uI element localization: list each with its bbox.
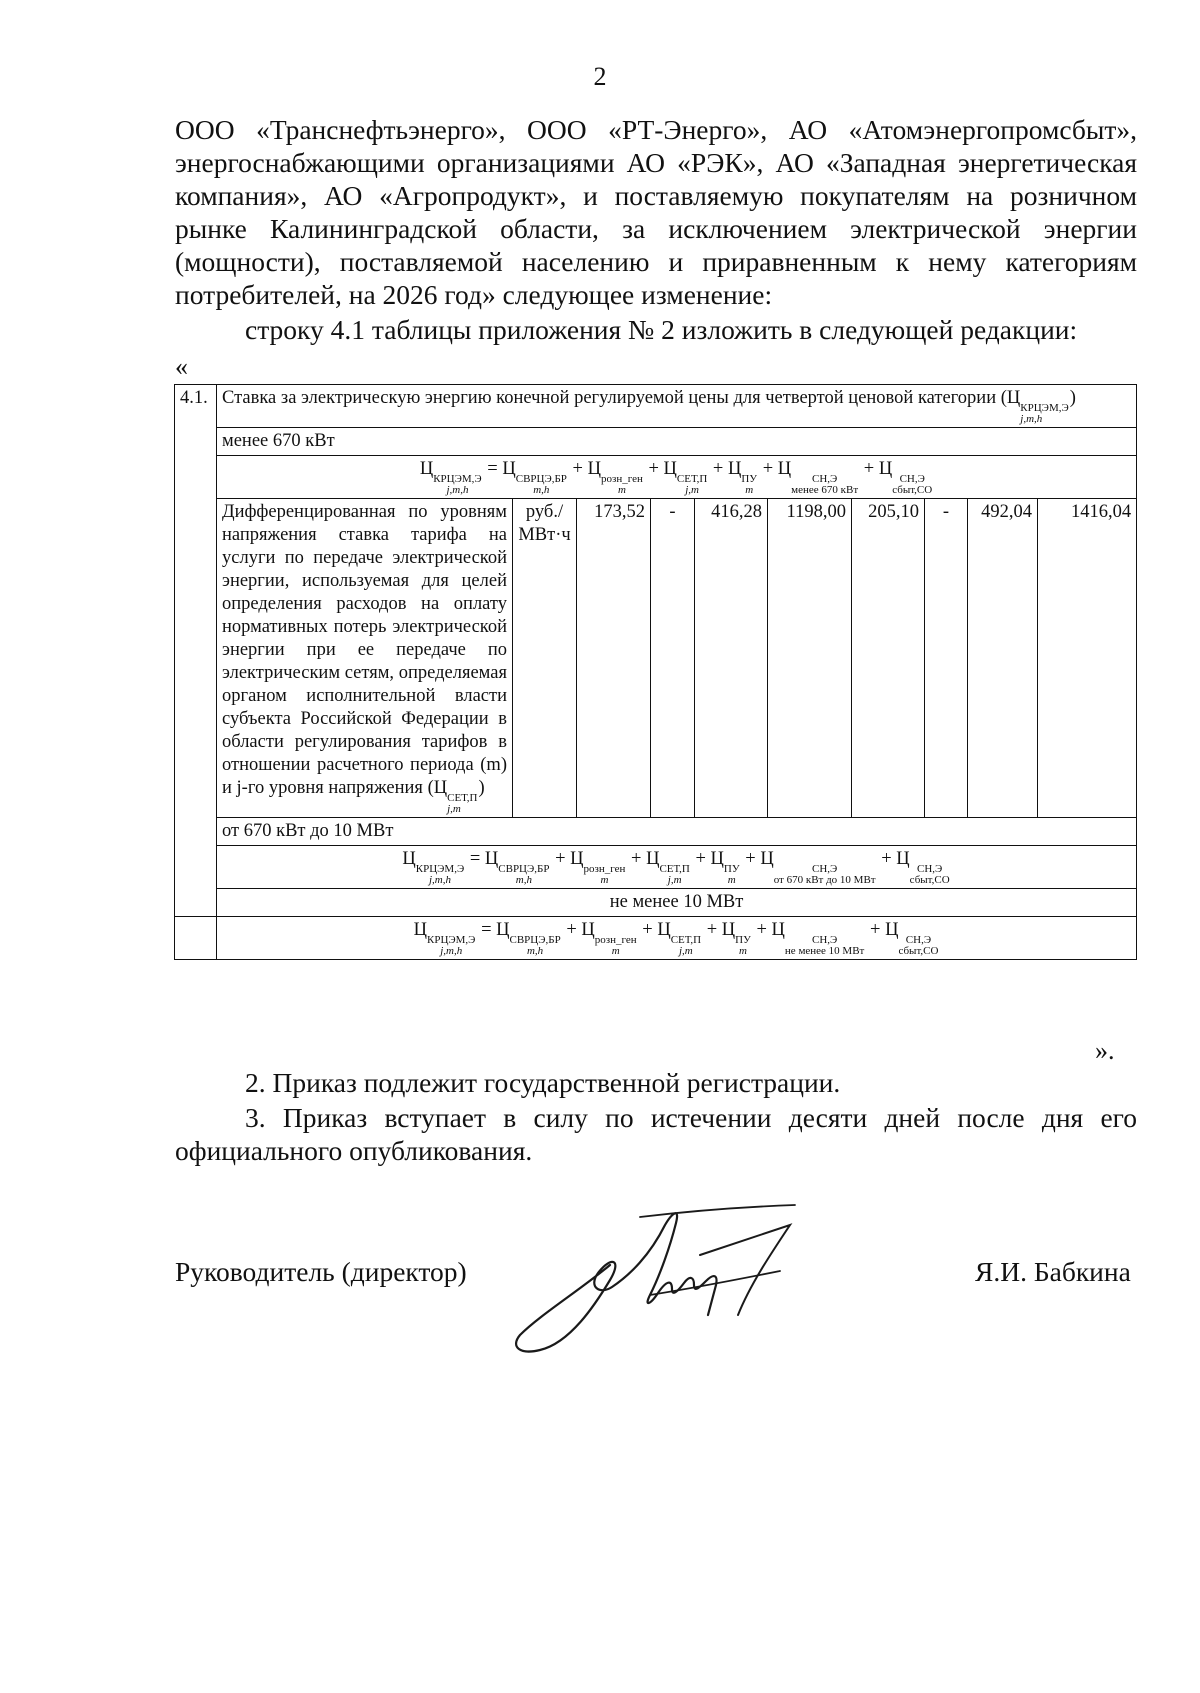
heading-symbol: Ц КРЦЭМ,Э j,m,h (1006, 388, 1069, 425)
formula1-t4: Ц ПУ m (727, 459, 758, 496)
value-cell-7: 492,04 (968, 499, 1038, 818)
section-less-670: менее 670 кВт (217, 428, 1137, 456)
table-row-section1 (175, 428, 1137, 456)
value-cell-3: 416,28 (695, 499, 768, 818)
value-cell-4: 1198,00 (768, 499, 852, 818)
page-number: 2 (593, 62, 607, 91)
formula-10-plus: Ц КРЦЭМ,Э j,m,h = Ц СВРЦЭ,БР m,h + Ц розн_ген m + Ц СЕТ,П j,m + Ц ПУ m + Ц СН,Э не менее 10 МВт + Ц СН,Э сбыт,СО (217, 917, 1137, 960)
table-row-heading (175, 385, 1137, 428)
value-cell-5: 205,10 (852, 499, 925, 818)
intro-line-3: компания», АО «Агропродукт», и поставляемую покупателям на розничном (175, 180, 1137, 211)
formula3-t2: Ц розн_ген m (581, 920, 637, 957)
heading-text: Ставка за электрическую энергию конечной регулируемой цены для четвертой ценовой категории (222, 388, 997, 408)
signer-name: Я.И. Бабкина (975, 1256, 1131, 1287)
formula3-t3: Ц СЕТ,П j,m (657, 920, 702, 957)
table-row-formula1 (175, 456, 1137, 499)
formula1-t5: Ц СН,Э менее 670 кВт (777, 459, 859, 496)
formula1-lhs: Ц КРЦЭМ,Э j,m,h (419, 459, 482, 496)
formula1-t6: Ц СН,Э сбыт,СО (878, 459, 933, 496)
description-cell: Дифференцированная по уровням напряжения ставка тарифа на услуги по передаче электрической энергии, используемая для целей определения расходов на оплату нормативных потерь электрической энергии при ее передаче по электрическим сетям, определяемая органом исполнительной власти субъекта Российской Федерации в области регулирования тарифов в отношении расчетного периода (m) и j-го уровня напряжения (Ц СЕТ,П j,m ) (217, 499, 513, 818)
quote-close: ». (1095, 1036, 1115, 1065)
table-row-formula2 (175, 846, 1137, 889)
table-row-section2 (175, 818, 1137, 846)
formula3-t5: Ц СН,Э не менее 10 МВт (771, 920, 865, 957)
formula2-t1: Ц СВРЦЭ,БР m,h (484, 849, 550, 886)
description-text: Дифференцированная по уровням напряжения ставка тарифа на услуги по передаче электрической энергии, используемая для целей определения расходов на оплату нормативных потерь электрической энергии при ее передаче по электрическим сетям, определяемая органом исполнительной власти субъекта Российской Федерации в области регулирования тарифов в отношении расчетного периода (m) и j-го уровня напряжения (222, 502, 507, 798)
formula2-t6: Ц СН,Э сбыт,СО (896, 849, 950, 886)
section-670-to-10: от 670 кВт до 10 МВт (217, 818, 1137, 846)
intro-line-6: потребителей, на 2026 год» следующее изменение: (175, 279, 773, 310)
formula2-t5: Ц СН,Э от 670 кВт до 10 МВт (760, 849, 876, 886)
formula3-t4: Ц ПУ m (721, 920, 751, 957)
formula2-lhs: Ц КРЦЭМ,Э j,m,h (402, 849, 465, 886)
signature-image (500, 1195, 860, 1365)
formula-670-to-10: Ц КРЦЭМ,Э j,m,h = Ц СВРЦЭ,БР m,h + Ц розн_ген m + Ц СЕТ,П j,m + Ц ПУ m + Ц СН,Э от 670 кВт до 10 МВт + Ц СН,Э сбыт,СО (217, 846, 1137, 889)
row-number: 4.1. (175, 385, 217, 917)
item-2: 2. Приказ подлежит государственной регистрации. (245, 1067, 841, 1098)
value-cell-8: 1416,04 (1038, 499, 1137, 818)
value-cell-6: - (925, 499, 968, 818)
heading-cell: Ставка за электрическую энергию конечной регулируемой цены для четвертой ценовой категории (Ц КРЦЭМ,Э j,m,h ) (217, 385, 1137, 428)
table-row-description (175, 499, 1137, 818)
table-row-section3 (175, 889, 1137, 917)
value-cell-1: 173,52 (577, 499, 651, 818)
formula3-t6: Ц СН,Э сбыт,СО (885, 920, 939, 957)
section-10-plus: не менее 10 МВт (217, 889, 1137, 917)
tariff-table (174, 384, 1137, 960)
quote-open: « (175, 352, 188, 381)
formula1-t1: Ц СВРЦЭ,БР m,h (502, 459, 567, 496)
intro-line-1: ООО «Транснефтьэнерго», ООО «РТ-Энерго», АО «Атомэнергопромсбыт», (175, 114, 1137, 145)
formula3-lhs: Ц КРЦЭМ,Э j,m,h (413, 920, 476, 957)
formula1-t2: Ц розн_ген m (587, 459, 643, 496)
description-symbol: Ц СЕТ,П j,m (433, 778, 478, 815)
intro-line-5: (мощности), поставляемой населению и приравненным к нему категориям (175, 246, 1137, 277)
value-cell-2: - (651, 499, 695, 818)
item-3-line-1: 3. Приказ вступает в силу по истечении десяти дней после дня его (245, 1102, 1137, 1133)
intro-line-4: рынке Калининградской области, за исключением электрической энергии (175, 213, 1137, 244)
intro-line-2: энергоснабжающими организациями АО «РЭК», АО «Западная энергетическая (175, 147, 1137, 178)
formula2-t3: Ц СЕТ,П j,m (646, 849, 690, 886)
formula1-t3: Ц СЕТ,П j,m (663, 459, 708, 496)
formula2-t2: Ц розн_ген m (570, 849, 626, 886)
formula2-t4: Ц ПУ m (710, 849, 740, 886)
signer-title: Руководитель (директор) (175, 1256, 467, 1287)
item-3-line-2: официального опубликования. (175, 1135, 533, 1166)
formula3-t1: Ц СВРЦЭ,БР m,h (496, 920, 561, 957)
table-row-formula3 (175, 917, 1137, 960)
instruction-line: строку 4.1 таблицы приложения № 2 изложить в следующей редакции: (245, 314, 1078, 345)
formula-less-670: Ц КРЦЭМ,Э j,m,h = Ц СВРЦЭ,БР m,h + Ц розн_ген m + Ц СЕТ,П j,m + Ц ПУ m + Ц СН,Э менее 670 кВт + Ц СН,Э сбыт,СО (217, 456, 1137, 499)
unit-cell: руб./ МВт·ч (513, 499, 577, 818)
